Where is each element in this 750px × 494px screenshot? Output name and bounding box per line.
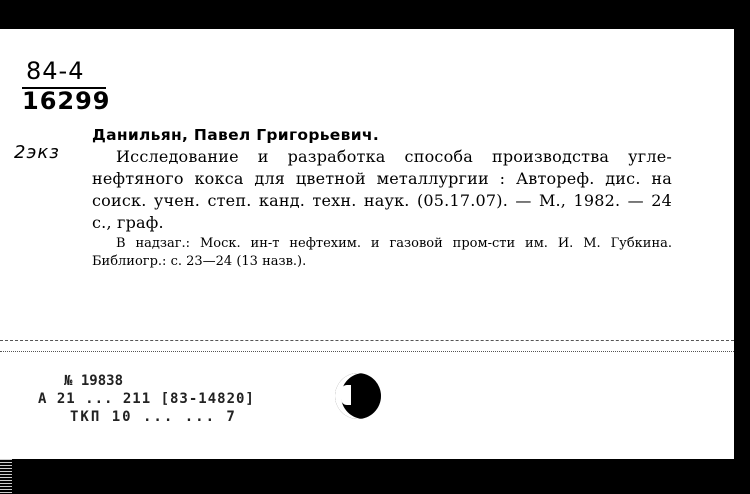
catalog-card	[0, 29, 734, 459]
stamp-line-1: № 19838	[64, 373, 124, 389]
punch-hole-notch	[341, 385, 351, 405]
stamp-line-3: ТКП 10 ... ... 7	[70, 409, 237, 425]
scan-edge	[0, 459, 12, 494]
divider-line	[0, 351, 734, 352]
call-number-bottom: 16299	[22, 87, 111, 115]
author-heading: Данильян, Павел Григорьевич.	[92, 126, 380, 144]
copies-note: 2экз	[14, 142, 60, 163]
stamp-line-2: А 21 ... 211 [83-14820]	[38, 391, 255, 407]
call-number-top: 84-4	[26, 57, 85, 85]
bibliographic-description: Исследование и разработка способа производства угле-нефтяного кокса для цветной металлургии : Автореф. дис. на соиск. учен. степ. канд. техн. наук. (05.17.07). — М., 1982. — 24 с., граф.	[92, 147, 672, 232]
bibliographic-note: В надзаг.: Моск. ин-т нефтехим. и газовой пром-сти им. И. М. Губкина. Библиогр.: с. 23—24 (13 назв.).	[92, 236, 672, 269]
divider-line	[0, 340, 734, 341]
